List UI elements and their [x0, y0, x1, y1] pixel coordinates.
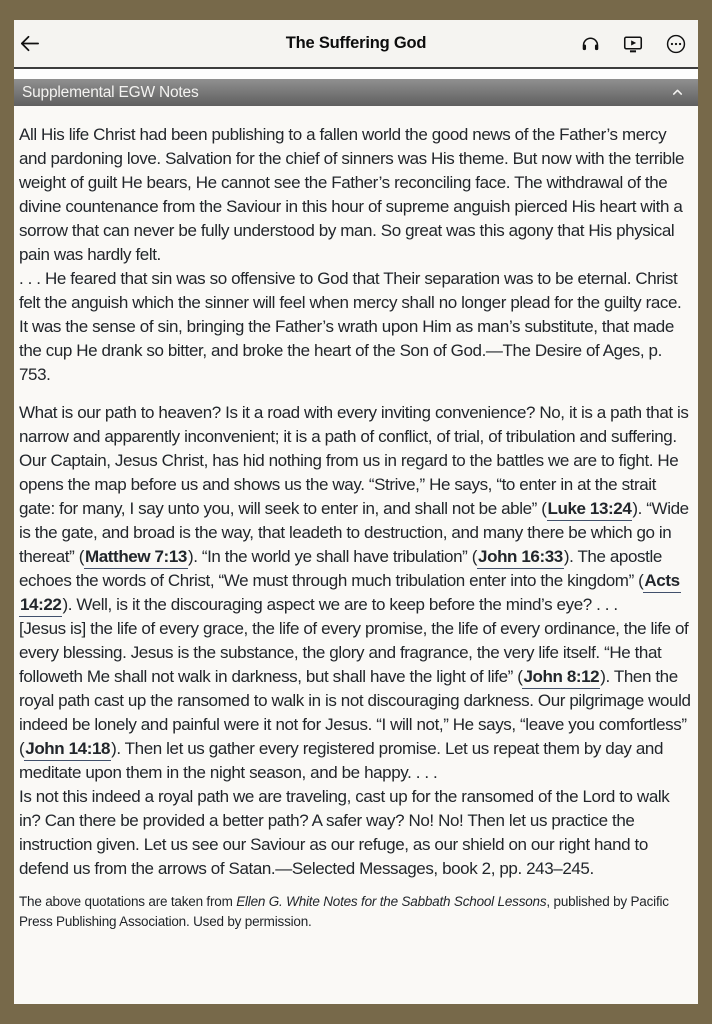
scripture-reference-link[interactable]: John 8:12 [522, 667, 600, 689]
header-actions [580, 20, 687, 67]
scripture-reference-link[interactable]: John 14:18 [24, 739, 111, 761]
scripture-reference-link[interactable]: Acts 14:22 [19, 571, 681, 617]
headphones-icon [580, 33, 601, 54]
scripture-reference-link[interactable]: Matthew 7:13 [84, 547, 188, 569]
paragraph: Is not this indeed a royal path we are traveling, cast up for the ransomed of the Lord to walk in? Can there be provided a better path? A safer way? No! No! Then let us practice the instruction given. Let us see our Saviour as our refuge, as our shield on our right hand to defend us from the arrows of Satan.—Selected Messages, book 2, pp. 243–245. [19, 787, 670, 878]
article [14, 106, 698, 1004]
copyright-footnote: The above quotations are taken from Ellen G. White Notes for the Sabbath School Lessons, published by Pacific Press Publishing Association. Used by permission. [19, 894, 669, 929]
ellipsis-circle-icon [665, 33, 687, 55]
video-button[interactable] [622, 33, 644, 55]
paragraph: What is our path to heaven? Is it a road with every inviting convenience? No, it is a path that is narrow and apparently inconvenient; it is a path of conflict, of trial, of tribulation and suffering. Our Captain, Jesus Christ, has hid nothing from us in regard to the battles we are to fight. He opens the map before us and shows us the way. “Strive,” He says, “to enter in at the strait gate: for many, I say unto you, will seek to enter in, and shall not be able” (Luke 13:24). “Wide is the gate, and broad is the way, that leadeth to destruction, and many there be which go in thereat” (Matthew 7:13). “In the world ye shall have tribulation” (John 16:33). The apostle echoes the words of Christ, “We must through much tribulation enter into the kingdom” (Acts 14:22). Well, is it the discouraging aspect we are to keep before the mind’s eye? . . . [19, 401, 693, 617]
chevron-up-icon [670, 85, 685, 100]
scripture-reference-link[interactable]: Luke 13:24 [547, 499, 633, 521]
video-play-icon [622, 33, 644, 55]
section-title: Supplemental EGW Notes [22, 83, 199, 101]
scripture-reference-link[interactable]: John 16:33 [477, 547, 564, 569]
back-arrow-icon [18, 32, 41, 55]
reader-panel [14, 20, 698, 1004]
back-button[interactable] [18, 32, 41, 55]
more-options-button[interactable] [665, 33, 687, 55]
header-divider-strip [14, 69, 698, 79]
audio-button[interactable] [580, 33, 601, 54]
paragraph: [Jesus is] the life of every grace, the life of every promise, the life of every ordinance, the life of every blessing. Jesus is the substance, the glory and fragrance, the very life itself. “He that followeth Me shall not walk in darkness, but shall have the light of life” (John 8:12). Then the royal path cast up the ransomed to walk in is not discouraging darkness. Our pilgrimage would indeed be lonely and painful were it not for Jesus. “I will not,” He says, “leave you comfortless” (John 14:18). Then let us gather every registered promise. Let us repeat them by day and meditate upon them in the night season, and be happy. . . . [19, 619, 691, 782]
section-header-egw-notes[interactable] [14, 79, 698, 106]
top-bar [14, 20, 698, 69]
book-title-italic: Ellen G. White Notes for the Sabbath School Lessons [236, 894, 547, 909]
page-title: The Suffering God [285, 34, 427, 52]
paragraph: . . . He feared that sin was so offensive to God that Their separation was to be eternal. Christ felt the anguish which the sinner will feel when mercy shall no longer plead for the guilty race. It was the sense of sin, bringing the Father’s wrath upon Him as man’s substitute, that made the cup He drank so bitter, and broke the heart of the Son of God.—The Desire of Ages, p. 753. [19, 269, 682, 384]
paragraph: All His life Christ had been publishing to a fallen world the good news of the Father’s mercy and pardoning love. Salvation for the chief of sinners was His theme. But now with the terrible weight of guilt He bears, He cannot see the Father’s reconciling face. The withdrawal of the divine countenance from the Saviour in this hour of supreme anguish pierced His heart with a sorrow that can never be fully understood by man. So great was this agony that His physical pain was hardly felt. [19, 125, 685, 264]
